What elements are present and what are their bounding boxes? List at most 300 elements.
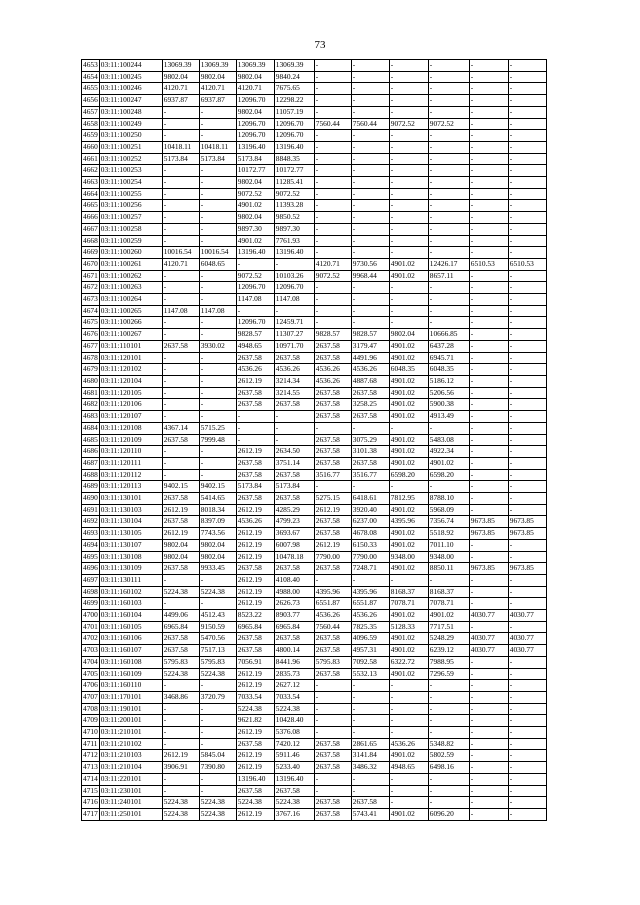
value-cell: - — [508, 691, 546, 703]
value-cell: 2861.65 — [351, 738, 389, 750]
value-cell: 4901.02 — [389, 539, 428, 551]
value-cell: 10172.77 — [274, 165, 314, 177]
row-number-cell: 4658 — [82, 118, 100, 130]
value-cell: - — [428, 188, 469, 200]
value-cell: 3101.38 — [351, 446, 389, 458]
value-cell: 4678.08 — [351, 528, 389, 540]
value-cell: - — [162, 118, 199, 130]
value-cell: 7675.65 — [274, 83, 314, 95]
value-cell: 3906.91 — [162, 762, 199, 774]
value-cell: - — [469, 762, 508, 774]
value-cell: - — [469, 235, 508, 247]
row-number-cell: 4717 — [82, 809, 100, 821]
value-cell: 2637.58 — [236, 563, 274, 575]
value-cell: - — [199, 270, 236, 282]
value-cell: - — [199, 329, 236, 341]
value-cell: - — [199, 177, 236, 189]
value-cell: - — [428, 95, 469, 107]
value-cell: 4536.26 — [314, 375, 351, 387]
value-cell: 3214.55 — [274, 387, 314, 399]
value-cell: 5715.25 — [199, 422, 236, 434]
value-cell: 4030.77 — [508, 610, 546, 622]
value-cell: 9802.04 — [162, 71, 199, 83]
value-cell: - — [469, 200, 508, 212]
value-cell: 4799.23 — [274, 516, 314, 528]
value-cell: 4913.49 — [428, 411, 469, 423]
value-cell: 2612.19 — [236, 551, 274, 563]
value-cell: 5743.41 — [351, 809, 389, 821]
value-cell: 4030.77 — [508, 645, 546, 657]
code-cell: 03:11:210102 — [99, 738, 162, 750]
value-cell: 8168.37 — [428, 586, 469, 598]
value-cell: - — [389, 212, 428, 224]
row-number-cell: 4674 — [82, 305, 100, 317]
value-cell: - — [508, 434, 546, 446]
row-number-cell: 4711 — [82, 738, 100, 750]
row-number-cell: 4662 — [82, 165, 100, 177]
value-cell: 4395.96 — [314, 586, 351, 598]
value-cell: 2637.58 — [236, 738, 274, 750]
value-cell: 2612.19 — [236, 809, 274, 821]
value-cell: 4901.02 — [389, 446, 428, 458]
value-cell: 3179.47 — [351, 340, 389, 352]
value-cell: 2637.58 — [314, 750, 351, 762]
value-cell: 12096.70 — [274, 118, 314, 130]
table-row — [82, 539, 547, 551]
value-cell: 6598.20 — [428, 469, 469, 481]
table-row — [82, 200, 547, 212]
value-cell: - — [162, 703, 199, 715]
table-row — [82, 773, 547, 785]
value-cell: 13069.39 — [236, 60, 274, 72]
value-cell: - — [199, 411, 236, 423]
code-cell: 03:11:100252 — [99, 153, 162, 165]
value-cell: - — [236, 258, 274, 270]
value-cell: - — [162, 188, 199, 200]
value-cell: 3075.29 — [351, 434, 389, 446]
value-cell: 6322.72 — [389, 656, 428, 668]
value-cell: - — [428, 680, 469, 692]
row-number-cell: 4680 — [82, 375, 100, 387]
value-cell: 3930.02 — [199, 340, 236, 352]
value-cell: - — [469, 270, 508, 282]
code-cell: 03:11:100258 — [99, 223, 162, 235]
value-cell: - — [162, 387, 199, 399]
value-cell: 6965.84 — [162, 621, 199, 633]
value-cell: - — [389, 247, 428, 259]
table-row — [82, 703, 547, 715]
value-cell: 4901.02 — [389, 411, 428, 423]
row-number-cell: 4715 — [82, 785, 100, 797]
value-cell: 10016.54 — [162, 247, 199, 259]
value-cell: - — [162, 130, 199, 142]
value-cell: - — [389, 153, 428, 165]
value-cell: - — [389, 130, 428, 142]
value-cell: 7078.71 — [428, 598, 469, 610]
value-cell: 2637.58 — [162, 645, 199, 657]
value-cell: - — [351, 715, 389, 727]
value-cell: 2637.58 — [351, 411, 389, 423]
row-number-cell: 4696 — [82, 563, 100, 575]
table-row — [82, 130, 547, 142]
value-cell: 2612.19 — [236, 375, 274, 387]
code-cell: 03:11:120102 — [99, 364, 162, 376]
code-cell: 03:11:130108 — [99, 551, 162, 563]
value-cell: - — [162, 294, 199, 306]
value-cell: - — [236, 411, 274, 423]
value-cell: 4901.02 — [389, 352, 428, 364]
value-cell: 4901.02 — [389, 750, 428, 762]
value-cell: - — [428, 294, 469, 306]
value-cell: - — [351, 422, 389, 434]
value-cell: - — [469, 141, 508, 153]
value-cell: 4108.40 — [274, 574, 314, 586]
value-cell: - — [428, 60, 469, 72]
value-cell: - — [469, 71, 508, 83]
value-cell: 5224.38 — [274, 703, 314, 715]
value-cell: - — [314, 200, 351, 212]
value-cell: - — [389, 200, 428, 212]
value-cell: - — [469, 375, 508, 387]
value-cell: 6945.71 — [428, 352, 469, 364]
value-cell: - — [428, 177, 469, 189]
value-cell: 2637.58 — [236, 645, 274, 657]
value-cell: - — [274, 434, 314, 446]
code-cell: 03:11:100265 — [99, 305, 162, 317]
value-cell: - — [508, 785, 546, 797]
value-cell: - — [469, 481, 508, 493]
value-cell: 9673.85 — [508, 516, 546, 528]
value-cell: - — [508, 71, 546, 83]
value-cell: 4901.02 — [236, 200, 274, 212]
value-cell: - — [469, 574, 508, 586]
value-cell: 12096.70 — [236, 95, 274, 107]
table-row — [82, 797, 547, 809]
value-cell: - — [428, 715, 469, 727]
value-cell: 5470.56 — [199, 633, 236, 645]
value-cell: 10666.85 — [428, 329, 469, 341]
value-cell: 5224.38 — [199, 797, 236, 809]
code-cell: 03:11:160108 — [99, 656, 162, 668]
value-cell: 3751.14 — [274, 457, 314, 469]
table-row — [82, 282, 547, 294]
value-cell: 6965.84 — [274, 621, 314, 633]
value-cell: 8848.35 — [274, 153, 314, 165]
table-row — [82, 364, 547, 376]
code-cell: 03:11:190101 — [99, 703, 162, 715]
value-cell: - — [162, 457, 199, 469]
value-cell: - — [314, 223, 351, 235]
code-cell: 03:11:100245 — [99, 71, 162, 83]
value-cell: - — [508, 457, 546, 469]
value-cell: - — [428, 797, 469, 809]
table-row — [82, 375, 547, 387]
value-cell: 6937.87 — [162, 95, 199, 107]
value-cell: 9072.52 — [428, 118, 469, 130]
value-cell: 4536.26 — [351, 610, 389, 622]
code-cell: 03:11:100266 — [99, 317, 162, 329]
value-cell: - — [428, 773, 469, 785]
value-cell: 9621.82 — [236, 715, 274, 727]
value-cell: - — [199, 235, 236, 247]
value-cell: - — [199, 727, 236, 739]
value-cell: 4948.65 — [236, 340, 274, 352]
value-cell: 2637.58 — [274, 563, 314, 575]
value-cell: - — [199, 352, 236, 364]
value-cell: - — [314, 785, 351, 797]
value-cell: - — [199, 364, 236, 376]
value-cell: - — [162, 411, 199, 423]
value-cell: - — [428, 83, 469, 95]
row-number-cell: 4694 — [82, 539, 100, 551]
table-row — [82, 411, 547, 423]
value-cell: - — [508, 680, 546, 692]
value-cell: - — [469, 387, 508, 399]
value-cell: 6598.20 — [389, 469, 428, 481]
value-cell: 6237.00 — [351, 516, 389, 528]
value-cell: 9933.45 — [199, 563, 236, 575]
value-cell: 7761.93 — [274, 235, 314, 247]
row-number-cell: 4656 — [82, 95, 100, 107]
code-cell: 03:11:160109 — [99, 668, 162, 680]
value-cell: 2637.58 — [314, 399, 351, 411]
code-cell: 03:11:240101 — [99, 797, 162, 809]
value-cell: - — [428, 106, 469, 118]
value-cell: - — [469, 809, 508, 821]
value-cell: - — [351, 481, 389, 493]
code-cell: 03:11:160102 — [99, 586, 162, 598]
value-cell: - — [469, 504, 508, 516]
value-cell: - — [428, 153, 469, 165]
value-cell: 2637.58 — [236, 399, 274, 411]
value-cell: - — [428, 282, 469, 294]
value-cell: 6498.16 — [428, 762, 469, 774]
value-cell: 6551.87 — [314, 598, 351, 610]
value-cell: 9348.00 — [389, 551, 428, 563]
value-cell: - — [469, 773, 508, 785]
row-number-cell: 4707 — [82, 691, 100, 703]
table-row — [82, 493, 547, 505]
code-cell: 03:11:200101 — [99, 715, 162, 727]
code-cell: 03:11:120107 — [99, 411, 162, 423]
value-cell: 3468.86 — [162, 691, 199, 703]
row-number-cell: 4666 — [82, 212, 100, 224]
value-cell: - — [199, 118, 236, 130]
value-cell: 13196.40 — [236, 247, 274, 259]
value-cell: - — [508, 797, 546, 809]
table-row — [82, 750, 547, 762]
code-cell: 03:11:100254 — [99, 177, 162, 189]
value-cell: 2637.58 — [274, 469, 314, 481]
value-cell: - — [508, 153, 546, 165]
value-cell: - — [508, 574, 546, 586]
value-cell: 2637.58 — [162, 434, 199, 446]
value-cell: - — [469, 352, 508, 364]
value-cell: - — [428, 317, 469, 329]
value-cell: - — [508, 387, 546, 399]
code-cell: 03:11:120106 — [99, 399, 162, 411]
table-row — [82, 691, 547, 703]
table-row — [82, 106, 547, 118]
value-cell: - — [199, 715, 236, 727]
value-cell: - — [314, 422, 351, 434]
value-cell: 2835.73 — [274, 668, 314, 680]
value-cell: 9828.57 — [314, 329, 351, 341]
value-cell: - — [428, 247, 469, 259]
value-cell: - — [351, 785, 389, 797]
value-cell: 2637.58 — [236, 457, 274, 469]
value-cell: 4901.02 — [389, 504, 428, 516]
value-cell: 2637.58 — [162, 633, 199, 645]
value-cell: - — [162, 375, 199, 387]
value-cell: 11285.41 — [274, 177, 314, 189]
value-cell: - — [314, 165, 351, 177]
value-cell: - — [508, 504, 546, 516]
row-number-cell: 4693 — [82, 528, 100, 540]
row-number-cell: 4713 — [82, 762, 100, 774]
value-cell: - — [314, 481, 351, 493]
value-cell: 5224.38 — [236, 797, 274, 809]
value-cell: 7092.58 — [351, 656, 389, 668]
table-row — [82, 329, 547, 341]
value-cell: - — [162, 738, 199, 750]
value-cell: - — [314, 60, 351, 72]
value-cell: - — [508, 738, 546, 750]
value-cell: 2637.58 — [236, 633, 274, 645]
row-number-cell: 4681 — [82, 387, 100, 399]
value-cell: - — [199, 598, 236, 610]
table-row — [82, 153, 547, 165]
value-cell: 9802.04 — [199, 551, 236, 563]
value-cell: 5224.38 — [199, 668, 236, 680]
value-cell: 9802.04 — [199, 71, 236, 83]
table-row — [82, 294, 547, 306]
value-cell: - — [469, 422, 508, 434]
value-cell: - — [199, 469, 236, 481]
value-cell: - — [469, 715, 508, 727]
value-cell: - — [469, 656, 508, 668]
value-cell: - — [389, 106, 428, 118]
value-cell: 9802.04 — [236, 106, 274, 118]
value-cell: 4512.43 — [199, 610, 236, 622]
value-cell: 5900.38 — [428, 399, 469, 411]
value-cell: 4536.26 — [236, 516, 274, 528]
value-cell: - — [428, 574, 469, 586]
row-number-cell: 4654 — [82, 71, 100, 83]
value-cell: - — [389, 785, 428, 797]
value-cell: 5173.84 — [199, 153, 236, 165]
value-cell: 5224.38 — [236, 703, 274, 715]
code-cell: 03:11:120109 — [99, 434, 162, 446]
value-cell: 5275.15 — [314, 493, 351, 505]
value-cell: - — [389, 422, 428, 434]
value-cell: - — [199, 399, 236, 411]
value-cell: 13196.40 — [274, 141, 314, 153]
value-cell: 4901.02 — [389, 809, 428, 821]
value-cell: - — [389, 165, 428, 177]
table-row — [82, 656, 547, 668]
value-cell: 9072.52 — [274, 188, 314, 200]
value-cell: - — [162, 329, 199, 341]
value-cell: - — [314, 773, 351, 785]
value-cell: - — [508, 212, 546, 224]
value-cell: 2612.19 — [236, 750, 274, 762]
value-cell: - — [314, 212, 351, 224]
value-cell: - — [162, 177, 199, 189]
code-cell: 03:11:120112 — [99, 469, 162, 481]
value-cell: - — [508, 773, 546, 785]
table-row — [82, 785, 547, 797]
code-cell: 03:11:110101 — [99, 340, 162, 352]
table-row — [82, 258, 547, 270]
value-cell: 7056.91 — [236, 656, 274, 668]
value-cell: - — [236, 434, 274, 446]
table-row — [82, 563, 547, 575]
table-row — [82, 645, 547, 657]
value-cell: 9402.15 — [199, 481, 236, 493]
value-cell: - — [162, 399, 199, 411]
value-cell: - — [199, 446, 236, 458]
table-row — [82, 212, 547, 224]
value-cell: 2637.58 — [314, 434, 351, 446]
value-cell: 9673.85 — [469, 528, 508, 540]
value-cell: 9673.85 — [508, 528, 546, 540]
code-cell: 03:11:130103 — [99, 504, 162, 516]
value-cell: - — [351, 83, 389, 95]
row-number-cell: 4689 — [82, 481, 100, 493]
value-cell: 2637.58 — [314, 668, 351, 680]
value-cell: - — [314, 294, 351, 306]
value-cell: 3516.77 — [314, 469, 351, 481]
row-number-cell: 4667 — [82, 223, 100, 235]
value-cell: - — [389, 691, 428, 703]
value-cell: 12459.71 — [274, 317, 314, 329]
value-cell: 4395.96 — [389, 516, 428, 528]
value-cell: - — [162, 106, 199, 118]
row-number-cell: 4703 — [82, 645, 100, 657]
value-cell: - — [469, 95, 508, 107]
value-cell: - — [508, 352, 546, 364]
table-row — [82, 399, 547, 411]
value-cell: 2626.73 — [274, 598, 314, 610]
value-cell: 2637.58 — [314, 516, 351, 528]
row-number-cell: 4705 — [82, 668, 100, 680]
value-cell: - — [428, 422, 469, 434]
value-cell: - — [428, 481, 469, 493]
value-cell: - — [508, 469, 546, 481]
value-cell: - — [351, 60, 389, 72]
value-cell: 4901.02 — [389, 457, 428, 469]
value-cell: 4536.26 — [274, 364, 314, 376]
value-cell: - — [314, 83, 351, 95]
value-cell: 4901.02 — [428, 457, 469, 469]
value-cell: 2637.58 — [314, 563, 351, 575]
value-cell: - — [469, 469, 508, 481]
value-cell: 5532.13 — [351, 668, 389, 680]
value-cell: 8903.77 — [274, 610, 314, 622]
value-cell: 2637.58 — [314, 797, 351, 809]
value-cell: 5795.83 — [162, 656, 199, 668]
value-cell: 13196.40 — [274, 247, 314, 259]
value-cell: - — [162, 715, 199, 727]
value-cell: - — [199, 317, 236, 329]
value-cell: - — [508, 551, 546, 563]
value-cell: - — [314, 188, 351, 200]
value-cell: - — [351, 773, 389, 785]
row-number-cell: 4683 — [82, 411, 100, 423]
value-cell: 6418.61 — [351, 493, 389, 505]
code-cell: 03:11:160107 — [99, 645, 162, 657]
